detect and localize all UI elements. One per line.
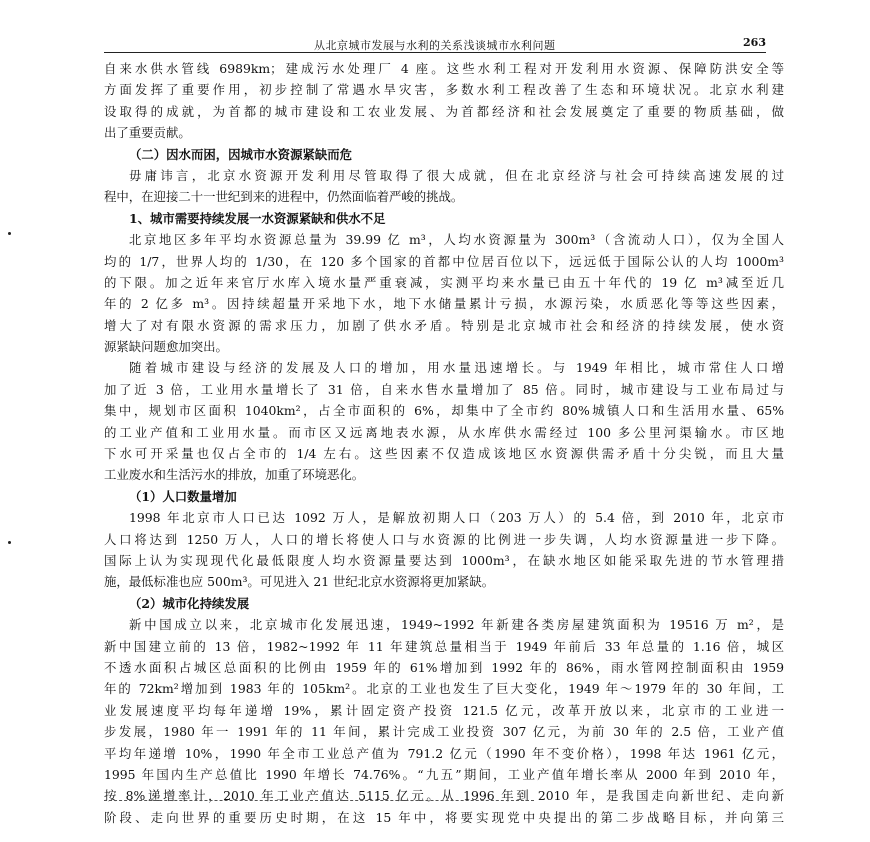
page-number: 263: [743, 36, 766, 49]
paragraph-line: 源紧缺问题愈加突出。: [104, 339, 228, 355]
subsection-heading: （1）人口数量增加: [129, 488, 237, 504]
footer-rule: [104, 800, 534, 801]
body-text: [104, 58, 784, 828]
subsection-heading: 1、城市需要持续发展一水资源紧缺和供水不足: [129, 210, 386, 226]
scan-speck: [8, 232, 11, 235]
paragraph-line: 不透水面积占城区总面积的比例由 1959 年的 61%增加到 1992 年的 86%，雨水管网控制面积由 1959: [104, 659, 784, 675]
paragraph-line: 集中，规划市区面积 1040km²，占全市面积的 6%，却集中了全市约 80%城镇人口和生活用水量、65%: [104, 403, 784, 419]
paragraph-line: 北京地区多年平均水资源总量为 39.99 亿 m³，人均水资源量为 300m³（含流动人口），仅为全国人: [129, 232, 784, 248]
paragraph-line: 程中，在迎接二十一世纪到来的进程中，仍然面临着严峻的挑战。: [104, 189, 464, 205]
paragraph-line: 增大了对有限水资源的需求压力，加剧了供水矛盾。特别是北京城市社会和经济的持续发展，使水资: [104, 317, 784, 333]
paragraph-line: 的下限。加之近年来官厅水库入境水量严重衰减，实测平均来水量已由五十年代的 19 亿 m³减至近几: [104, 274, 784, 290]
paragraph-line: 自来水供水管线 6989km；建成污水处理厂 4 座。这些水利工程对开发利用水资源、保障防洪安全等: [104, 61, 784, 76]
paragraph-line: 随着城市建设与经济的发展及人口的增加，用水量迅速增长。与 1949 年相比，城市常住人口增: [129, 360, 784, 376]
paragraph-line: 步发展，1980 年一 1991 年的 11 年间，累计完成工业投资 307 亿元，为前 30 年的 2.5 倍，工业产值: [104, 724, 784, 740]
paragraph-line: 国际上认为实现现代化最低限度人均水资源量要达到 1000m³，在缺水地区如能采取先进的节水管理措: [104, 552, 784, 568]
page-header: [104, 36, 766, 53]
paragraph-line: 均的 1/7，世界人均的 1/30，在 120 多个国家的首都中位居百位以下，远远低于国际公认的人均 1000m³: [104, 253, 784, 269]
paragraph-line: 出了重要贡献。: [104, 125, 191, 141]
paragraph-line: 1995 年国内生产总值比 1990 年增长 74.76%。“九五”期间，工业产值年增长率从 2000 年到 2010 年，: [104, 766, 784, 782]
subsection-heading: （2）城市化持续发展: [129, 595, 250, 611]
paragraph-line: 年的 72km²增加到 1983 年的 105km²。北京的工业也发生了巨大变化，1949 年～1979 年的 30 年间，工: [104, 681, 784, 697]
paragraph-line: 业发展速度平均每年递增 19%，累计固定资产投资 121.5 亿元，改革开放以来，北京市的工业进一: [104, 702, 784, 718]
paragraph-line: 的工业产值和工业用水量。而市区又远离地表水源，从水库供水需经过 100 多公里河渠输水。市区地: [104, 424, 784, 440]
paragraph-line: 设取得的成就，为首都的城市建设和工农业发展、为首都经济和社会发展奠定了重要的物质基础，做: [104, 103, 784, 119]
paragraph-line: 毋庸讳言，北京水资源开发利用尽管取得了很大成就，但在北京经济与社会可持续高速发展的过: [129, 167, 784, 183]
paragraph-line: 平均年递增 10%，1990 年全市工业总产值为 791.2 亿元（1990 年不变价格），1998 年达 1961 亿元，: [104, 745, 784, 761]
paragraph-line: 按 8%递增率计，2010 年工业产值达 5115 亿元。从 1996 年到 2010 年，是我国走向新世纪、走向新: [104, 788, 784, 804]
paragraph-line: 新中国建立前的 13 倍，1982~1992 年 11 年建筑总量相当于 1949 年前后 33 年总量的 1.16 倍，城区: [104, 638, 784, 654]
paragraph-line: 人口将达到 1250 万人，人口的增长将使人口与水资源的比例进一步失调，人均水资源量进一步下降。: [104, 531, 784, 547]
scan-speck: [8, 541, 11, 544]
paragraph-line: 1998 年北京市人口已达 1092 万人，是解放初期人口（203 万人）的 5.4 倍，到 2010 年，北京市: [129, 510, 784, 526]
running-title: 从北京城市发展与水利的关系浅谈城市水利问题: [314, 39, 556, 52]
paragraph-line: 方面发挥了重要作用，初步控制了常遇水旱灾害，多数水利工程改善了生态和环境状况。北京水利建: [104, 82, 784, 98]
paragraph-line: 阶段、走向世界的重要历史时期，在这 15 年中，将要实现党中央提出的第二步战略目标，并向第三: [104, 809, 784, 825]
section-heading: （二）因水而困，因城市水资源紧缺而危: [129, 146, 353, 162]
paragraph-line: 新中国成立以来，北京城市化发展迅速，1949~1992 年新建各类房屋建筑面积为 19516 万 m²，是: [129, 617, 784, 633]
paragraph-line: 加了近 3 倍，工业用水量增长了 31 倍，自来水售水量增加了 85 倍。同时，城市建设与工业布局过与: [104, 381, 784, 397]
paragraph-line: 下水可开采量也仅占全市的 1/4 左右。这些因素不仅造成该地区水资源供需矛盾十分尖锐，而且大量: [104, 446, 784, 462]
paragraph-line: 年的 2 亿多 m³。因持续超量开采地下水，地下水储量累计亏损，水源污染，水质恶化等等这些因素，: [104, 296, 784, 312]
paragraph-line: 施，最低标准也应 500m³。可见进入 21 世纪北京水资源将更加紧缺。: [104, 574, 495, 590]
paragraph-line: 工业废水和生活污水的排放，加重了环境恶化。: [104, 467, 365, 483]
